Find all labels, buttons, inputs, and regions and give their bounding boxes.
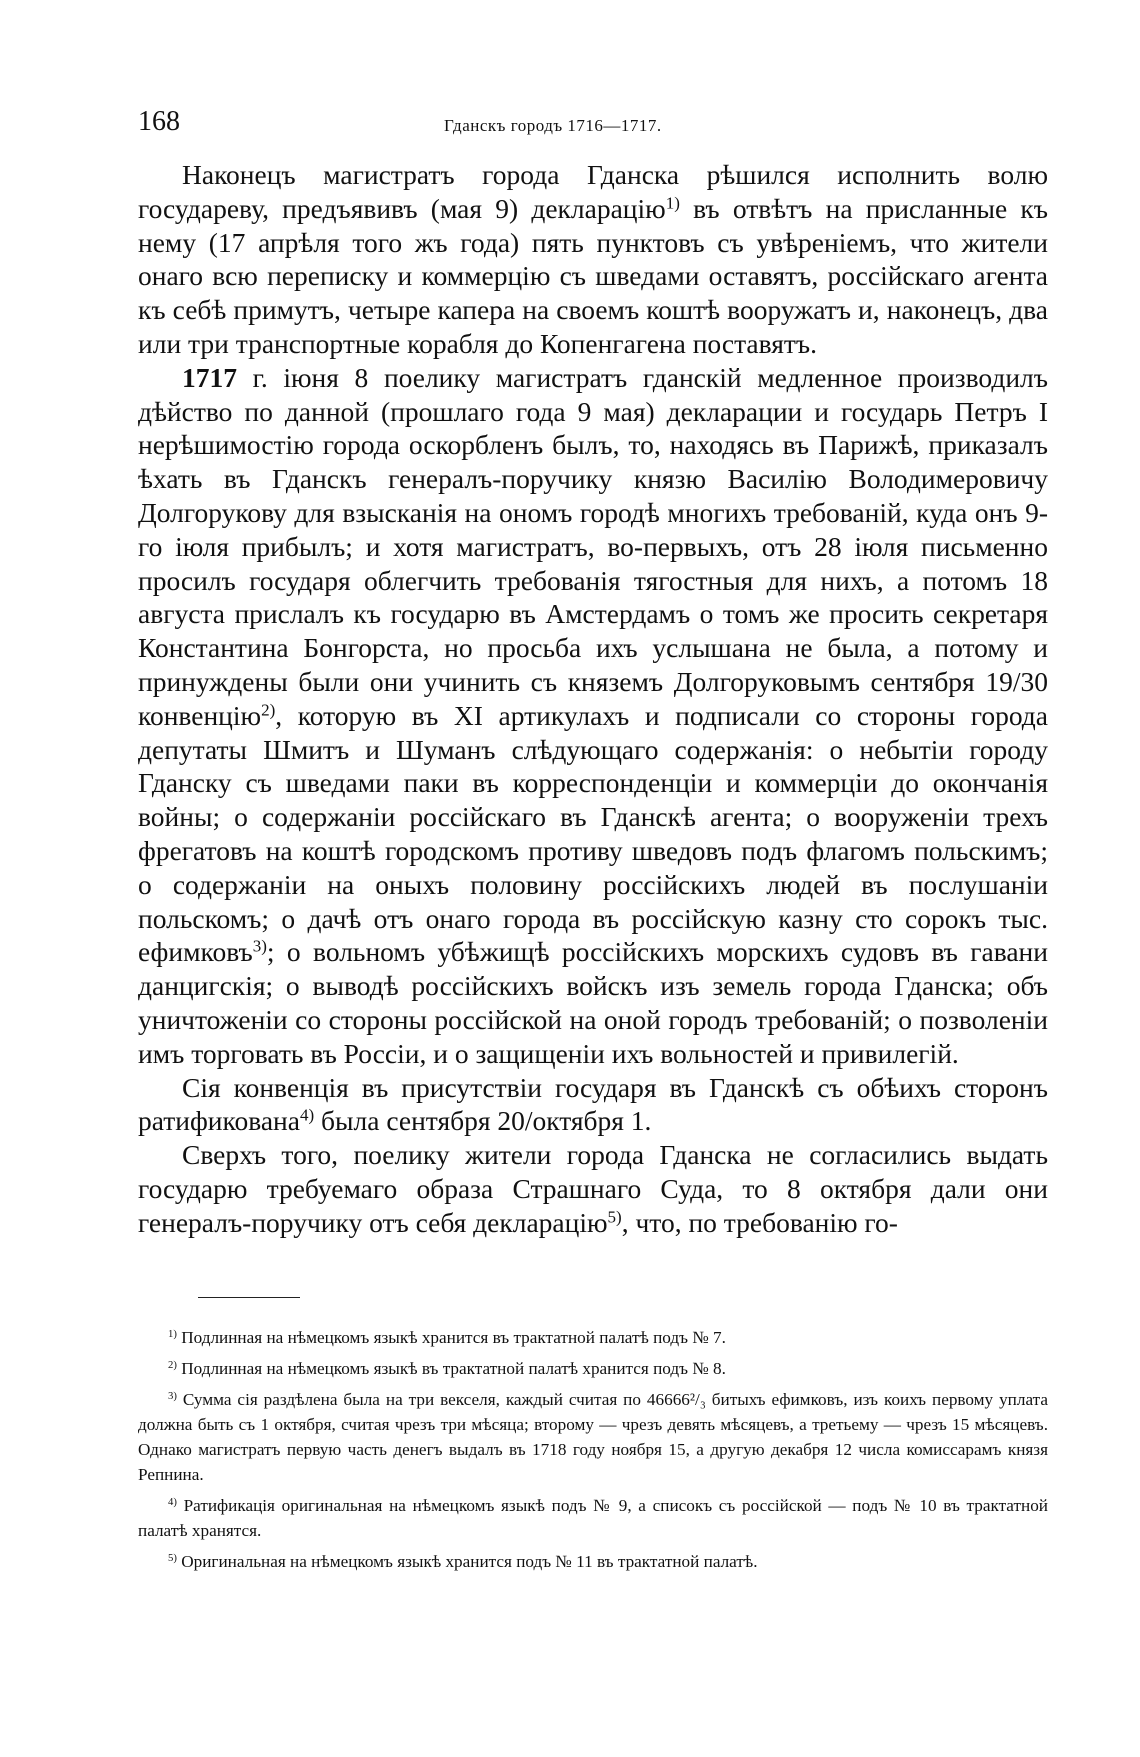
paragraph-4-text-after: , что, по требованію го- [621,1206,898,1238]
paragraph-2-text-c: ; о вольномъ убѣжищѣ россійскихъ морскихъ судовъ въ гавани данцигскія; о выводѣ россійскихъ войскъ изъ земель города Гданска; объ уничтоженіи со стороны россійской на оной городъ требованій; о позволеніи имъ торговать въ Россіи, и о защищеніи ихъ вольностей и привилегій. [138,936,1048,1069]
paragraph-2-text-b: , которую въ XI артикулахъ и подписали со стороны города депутаты Шмитъ и Шуманъ слѣдующаго содержанія: о небытіи городу Гданску съ шведами паки въ корреспонденціи и коммерціи до окончанія войны; о содержаніи россійскаго въ Гданскѣ агента; о вооруженіи трехъ фрегатовъ на коштѣ городскомъ противу шведовъ подъ флагомъ польскимъ; о содержаніи на оныхъ половину россійскихъ людей въ послушаніи польскомъ; о дачѣ отъ онаго города въ россійскую казну сто сорокъ тыс. ефимковъ [138,699,1048,968]
year-1717: 1717 [182,361,237,393]
paragraph-1 [138,158,1048,361]
paragraph-1-text: Наконецъ магистратъ города Гданска рѣшился исполнить волю государеву, предъявивъ (мая 9) декларацію [138,159,1048,224]
footnote-4-mark: 4) [168,1497,177,1509]
footnote-ref-5: 5) [607,1207,622,1227]
footnote-5-mark: 5) [168,1553,177,1565]
footnote-3 [138,1387,1048,1487]
paragraph-1-text-after: въ отвѣтъ на присланные къ нему (17 апрѣля того жъ года) пять пунктовъ съ увѣреніемъ, что жители онаго всю переписку и коммерцію съ шведами оставятъ, россійскаго агента къ себѣ примутъ, четыре капера на своемъ коштѣ вооружатъ и, наконецъ, два или три транспортные корабля до Копенгагена поставятъ. [138,192,1048,359]
footnote-1-text: Подлинная на нѣмецкомъ языкѣ хранится въ трактатной палатѣ подъ № 7. [176,1328,726,1347]
footnote-2-mark: 2) [168,1360,177,1372]
footnote-3-mark: 3) [168,1391,177,1403]
footnote-2 [138,1356,1048,1381]
running-head [138,106,1048,146]
paragraph-3-text-after: была сентября 20/октября 1. [314,1105,652,1137]
footnote-1-mark: 1) [168,1329,177,1341]
body-text [138,158,1048,1240]
page-number: 168 [138,106,180,137]
footnotes [138,1325,1048,1580]
footnote-5 [138,1549,1048,1574]
paragraph-2 [138,361,1048,1071]
paragraph-3-text: Сія конвенція въ присутствіи государя въ Гданскѣ съ обѣихъ сторонъ ратификована [138,1071,1048,1137]
footnote-4-text: Ратификація оригинальная на нѣмецкомъ языкѣ подъ № 9, а списокъ съ россійской — подъ № 10 въ трактатной палатѣ хранятся. [138,1496,1048,1540]
paragraph-3 [138,1071,1048,1139]
paragraph-4 [138,1138,1048,1239]
footnote-ref-2: 2) [261,700,276,720]
footnote-1 [138,1325,1048,1350]
footnote-4 [138,1493,1048,1543]
running-title: Гданскъ городъ 1716—1717. [444,116,662,135]
footnote-3-text: Сумма сія раздѣлена была на три векселя, каждый считая по 46666²/₃ битыхъ ефимковъ, изъ коихъ первому уплата должна быть съ 1 октября, считая чрезъ три мѣсяца; второму — чрезъ девять мѣсяцевъ, а третьему — чрезъ 15 мѣсяцевъ. Однако магистратъ первую часть денегъ выдалъ въ 1718 году ноября 15, а другую декабря 12 числа комиссарамъ князя Репнина. [138,1390,1048,1484]
paragraph-4-text: Сверхъ того, поелику жители города Гданска не согласились выдать государю требуемаго образа Страшнаго Суда, то 8 октября дали они генералъ-поручику отъ себя декларацію [138,1139,1048,1238]
footnote-ref-4: 4) [299,1105,315,1125]
footnote-2-text: Подлинная на нѣмецкомъ языкѣ въ трактатной палатѣ хранится подъ № 8. [176,1359,726,1378]
paragraph-2-text-a: г. іюня 8 поелику магистратъ гданскій медленное производилъ дѣйство по данной (прошлаго года 9 мая) декларации и государь Петръ I нерѣшимостію города оскорбленъ былъ, то, находясь въ Парижѣ, приказалъ ѣхать въ Гданскъ генералъ-поручику князю Василію Володимеровичу Долгорукову для взысканія на ономъ городѣ многихъ требованій, куда онъ 9-го іюля прибылъ; и хотя магистратъ, во-первыхъ, отъ 28 іюля письменно просилъ государя облегчить требованія тягостныя для нихъ, а потомъ 18 августа прислалъ къ государю въ Амстердамъ о томъ же просить секретаря Константина Бонгорста, но просьба ихъ услышана не была, а потому и принуждены были они учинить съ княземъ Долгоруковымъ сентября 19/30 конвенцію [138,361,1048,731]
footnote-5-text: Оригинальная на нѣмецкомъ языкѣ хранится подъ № 11 въ трактатной палатѣ. [176,1552,758,1571]
footnote-ref-1: 1) [665,193,680,213]
footnote-ref-3: 3) [252,936,267,956]
footnote-separator [198,1297,300,1298]
